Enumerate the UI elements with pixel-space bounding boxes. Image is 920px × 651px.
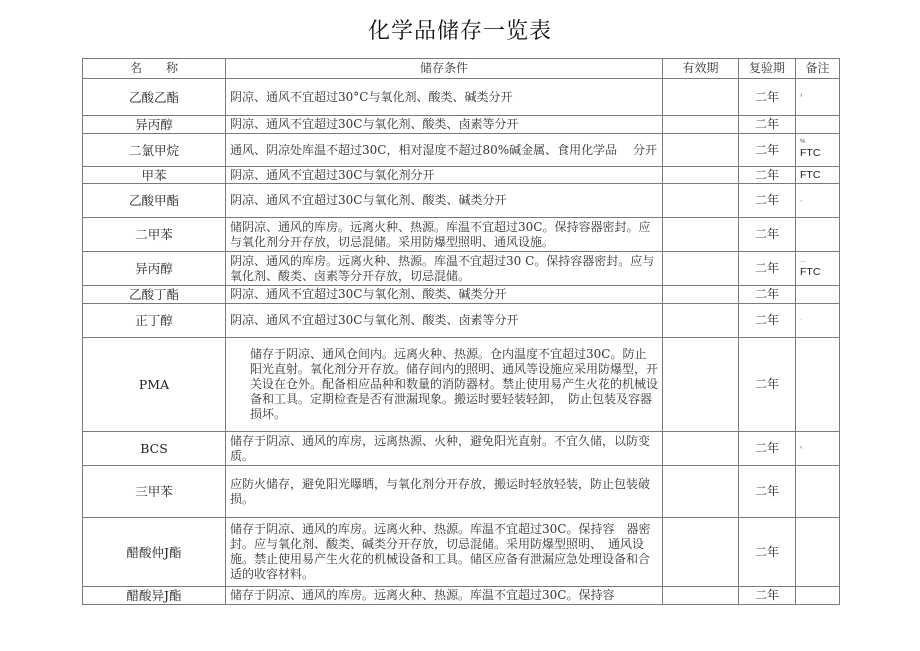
storage-conditions-cell: 阴凉、通风不宜超过30°C与氧化剂、酸类、碱类分开 [226,79,663,116]
retest-period-cell: 二年 [739,432,796,466]
chemical-storage-table [82,58,840,605]
storage-conditions-cell: 阴凉、通风的库房。远离火种、热源。库温不宜超过30 C。保持容器密封。应与氧化剂、酸类、卤素等分开存放，切忌混储。 [226,252,663,286]
retest-period-cell: 二年 [739,252,796,286]
remarks-cell [796,466,840,518]
chemical-name-cell: 甲苯 [83,167,226,184]
table-row [83,518,840,587]
table-row [83,134,840,167]
remarks-cell [796,286,840,304]
validity-cell [663,338,739,432]
remarks-cell [796,338,840,432]
chemical-name-cell: PMA [83,338,226,432]
validity-cell [663,167,739,184]
remarks-cell [796,184,840,218]
chemical-name-cell: 异丙醇 [83,252,226,286]
retest-period-cell: 二年 [739,134,796,167]
retest-period-cell: 二年 [739,304,796,338]
validity-cell [663,184,739,218]
remarks-cell [796,116,840,134]
chemical-name-cell: 三甲苯 [83,466,226,518]
chemical-name-cell: 二甲苯 [83,218,226,252]
table-row [83,338,840,432]
remarks-cell [796,518,840,587]
header-conditions: 储存条件 [226,59,663,79]
storage-conditions-cell: 储存于阴凉、通风的库房。远离火种、热源。库温不宜超过30C。保持容 器密封。应与氧化剂、酸类、碱类分开存放，切忌混储。采用防爆型照明、 通风设施。禁止使用易产生火花的机械设备和工具。储区应备有泄漏应急处理设备和合适的收容材料。 [226,518,663,587]
validity-cell [663,466,739,518]
table-row [83,252,840,286]
table-row [83,587,840,605]
remarks-cell [796,134,840,167]
remarks-cell [796,167,840,184]
validity-cell [663,79,739,116]
remark-mark: · [800,317,802,323]
validity-cell [663,587,739,605]
page-title: 化学品储存一览表 [367,19,552,44]
validity-cell [663,252,739,286]
remarks-cell [796,587,840,605]
retest-period-cell: 二年 [739,466,796,518]
remarks-cell [796,218,840,252]
storage-conditions-cell: 阴凉、通风不宜超过30C与氧化剂、酸类、卤素等分开 [226,116,663,134]
retest-period-cell: 二年 [739,587,796,605]
storage-conditions-cell: 储存于阴凉、通风仓间内。远离火种、热源。仓内温度不宜超过30C。防止阳光直射。氧化剂分开存放。储存间内的照明、通风等设施应采用防爆型，开关设在仓外。配备相应品种和数量的消防器材。禁止使用易产生火花的机械设备和工具。定期检查是否有泄漏现象。搬运时要轻装轻卸， 防止包装及容器损坏。 [226,338,663,432]
retest-period-cell: 二年 [739,167,796,184]
storage-conditions-cell: 阴凉、通风不宜超过30C与氧化剂、酸类、碱类分开 [226,286,663,304]
remarks-cell [796,432,840,466]
remark-mark: ‹ [800,445,802,451]
validity-cell [663,134,739,167]
validity-cell [663,432,739,466]
header-name: 名 称 [83,59,226,79]
retest-period-cell: 二年 [739,79,796,116]
header-row [83,59,840,79]
retest-period-cell: 二年 [739,184,796,218]
storage-conditions-cell: 应防火储存，避免阳光曝晒，与氧化剂分开存放，搬运时轻放轻装，防止包装破损。 [226,466,663,518]
storage-conditions-cell: 储阴凉、通风的库房。远离火种、热源。库温不宜超过30C。保持容器密封。应与氧化剂分开存放，切忌混储。采用防爆型照明、通风设施。 [226,218,663,252]
table-row [83,184,840,218]
remarks-cell [796,252,840,286]
retest-period-cell: 二年 [739,338,796,432]
table-row [83,304,840,338]
table-row [83,286,840,304]
validity-cell [663,218,739,252]
chemical-name-cell: 正丁醇 [83,304,226,338]
remark-text: FTC [800,168,821,181]
storage-conditions-cell: 储存于阴凉、通风的库房，远离热源、火种，避免阳光直射。不宜久储，以防变质。 [226,432,663,466]
chemical-name-cell: 二氯甲烷 [83,134,226,167]
header-validity: 有效期 [663,59,739,79]
storage-conditions-cell: 储存于阴凉、通风的库房。远离火种、热源。库温不宜超过30C。保持容 [226,587,663,605]
table-row [83,432,840,466]
table-row [83,116,840,134]
remark-mark: % [800,139,806,145]
remark-mark: ³ [800,93,802,100]
table-row [83,218,840,252]
retest-period-cell: 二年 [739,518,796,587]
retest-period-cell: 二年 [739,286,796,304]
chemical-name-cell: 乙酸甲酯 [83,184,226,218]
remark-mark: … [800,257,806,264]
table-row [83,79,840,116]
retest-period-cell: 二年 [739,218,796,252]
validity-cell [663,518,739,587]
storage-conditions-cell: 通风、阴凉处库温不超过30C，相对湿度不超过80%碱金属、食用化学品 分开 [226,134,663,167]
remarks-cell [796,79,840,116]
storage-conditions-cell: 阴凉、通风不宜超过30C与氧化剂、酸类、卤素等分开 [226,304,663,338]
validity-cell [663,304,739,338]
retest-period-cell: 二年 [739,116,796,134]
chemical-name-cell: 醋酸异J酯 [83,587,226,605]
chemical-name-cell: 乙酸丁酯 [83,286,226,304]
header-remarks: 备注 [796,59,840,79]
chemical-name-cell: 异丙醇 [83,116,226,134]
header-retest: 复验期 [739,59,796,79]
chemical-name-cell: 醋酸仲J酯 [83,518,226,587]
validity-cell [663,116,739,134]
table-row [83,167,840,184]
validity-cell [663,286,739,304]
remark-text: FTC [800,147,821,159]
storage-conditions-cell: 阴凉、通风不宜超过30C与氧化剂、酸类、碱类分开 [226,184,663,218]
remark-mark: 、 [800,197,807,203]
chemical-name-cell: BCS [83,432,226,466]
remarks-cell [796,304,840,338]
chemical-name-cell: 乙酸乙酯 [83,79,226,116]
remark-text: FTC [800,265,821,278]
table-row [83,466,840,518]
storage-conditions-cell: 阴凉、通风不宜超过30C与氧化剂分开 [226,167,663,184]
